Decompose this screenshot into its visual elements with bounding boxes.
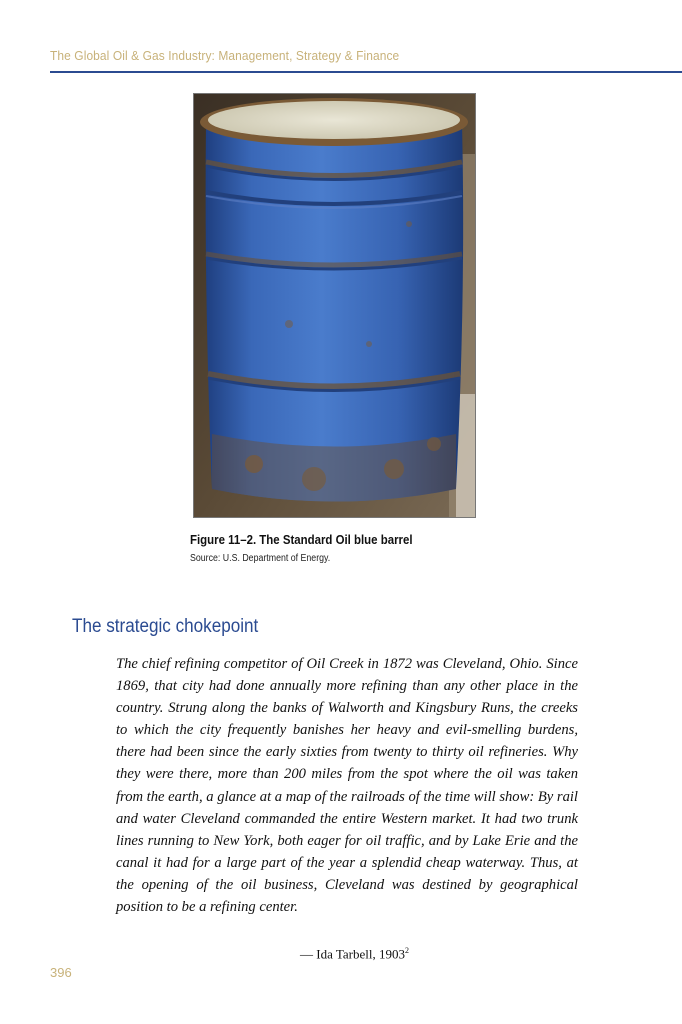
running-header: The Global Oil & Gas Industry: Management, Strategy & Finance [50,48,400,63]
page-number: 396 [50,965,72,980]
figure-image [193,93,476,518]
attribution-text: — Ida Tarbell, 1903 [300,946,405,962]
block-quote: The chief refining competitor of Oil Creek in 1872 was Cleveland, Ohio. Since 1869, that city had done annually more refining than any other place in the country. Strung along the banks of Walworth and Kingsbury Runs, the creeks to which the city frequently banishes her heavy and evil-smelling burdens, there had been since the early sixties from twenty to thirty oil refineries. Why they were there, more than 200 miles from the spot where the oil was taken from the earth, a glance at a map of the railroads of the time will show: By rail and water Cleveland commanded the entire Western market. It had two trunk lines running to New York, both eager for oil traffic, and by Lake Erie and the canal it had for a large part of the year a splendid cheap waterway. Thus, at the opening of the oil business, Cleveland was destined by geographical position to be a refining center. [116,656,578,916]
figure-source: Source: U.S. Department of Energy. [190,553,331,564]
figure-caption: Figure 11–2. The Standard Oil blue barrel [190,532,413,547]
blue-barrel-illustration [194,94,476,518]
header-rule [50,71,682,73]
section-heading: The strategic chokepoint [72,616,259,637]
footnote-ref[interactable]: 2 [405,946,409,955]
quote-attribution [300,946,409,962]
